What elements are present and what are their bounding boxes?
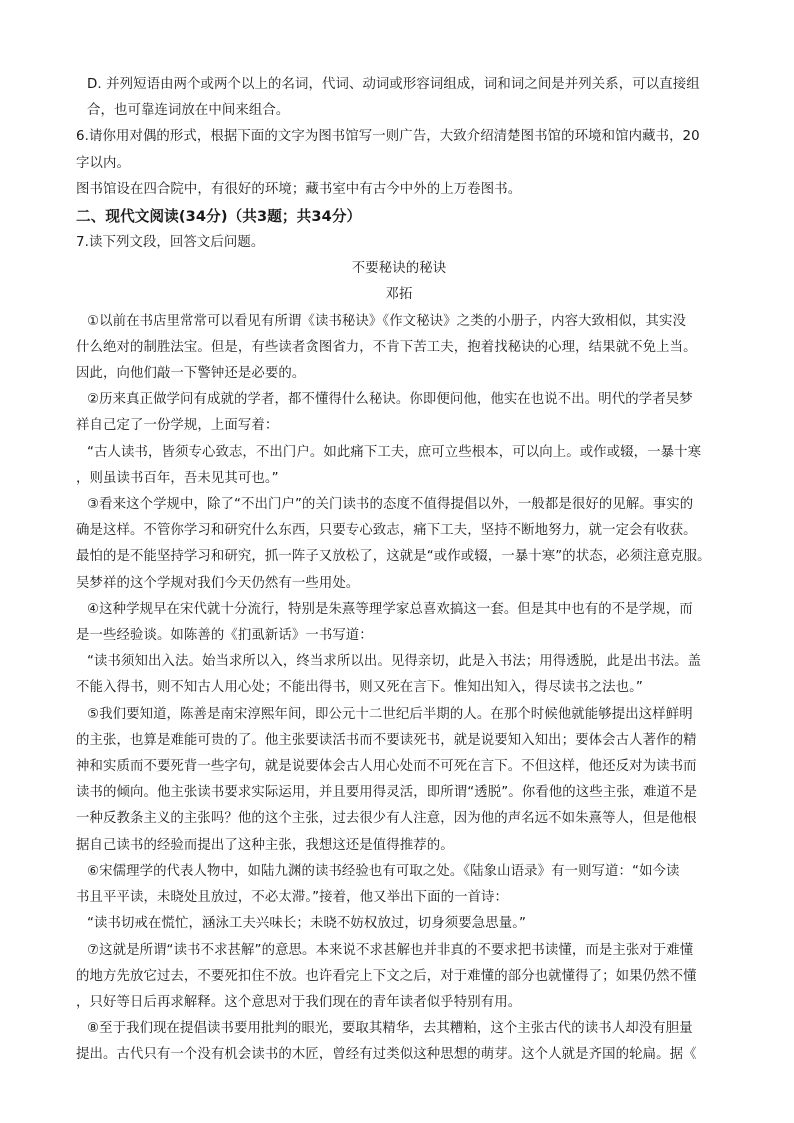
text-line: 字以内。 (76, 155, 130, 171)
text-line: 最怕的是不能坚持学习和研究，抓一阵子又放松了，这就是“或作或辍，一暴十寒”的状态，必须注意克服。 (76, 549, 711, 565)
text-line: 图书馆设在四合院中，有很好的环境；藏书室中有古今中外的上万卷图书。 (76, 181, 522, 197)
text-line: 吴梦祥的这个学规对我们今天仍然有一些用处。 (76, 575, 360, 591)
text-line: 6.请你用对偶的形式，根据下面的文字为图书馆写一则广告，大致介绍清楚图书馆的环境和馆内藏书，20 (76, 129, 700, 145)
text-line: 提出。古代只有一个没有机会读书的木匠，曾经有过类似这种思想的萌芽。这个人就是齐国的轮扁。据《 (76, 1047, 697, 1063)
article-title: 不要秘诀的秘诀 (351, 261, 447, 277)
text-line: ②历来真正做学问有成就的学者，都不懂得什么秘诀。你即便问他，他实在也说不出。明代的学者吴梦 (87, 392, 693, 408)
text-line: “读书切戒在慌忙，涵泳工夫兴味长；未晓不妨权放过，切身须要急思量。” (87, 916, 527, 932)
text-line: 神和实质而不要死背一些字句，就是说要体会古人用心处而不可死在言下。不但这样，他还反对为读书而 (76, 759, 697, 775)
text-line: 是一些经验谈。如陈善的《扪虱新话》一书写道： (76, 628, 373, 644)
text-line: 书且平平读，未晓处且放过，不必太滞。”接着，他又举出下面的一首诗： (76, 890, 509, 906)
text-line: D. 并列短语由两个或两个以上的名词，代词、动词或形容词组成，词和词之间是并列关系，可以直接组 (87, 77, 700, 92)
text-line: 读书的倾向。他主张读书要求实际运用，并且要用得灵活，即所谓“透脱”。你看他的这些主张，难道不是 (76, 785, 698, 801)
text-line: 据自己读书的经验而提出了这种主张，我想这还是值得推荐的。 (76, 837, 454, 853)
text-line: ，只好等日后再求解释。这个意思对于我们现在的青年读者似乎特别有用。 (76, 994, 522, 1010)
text-line: “古人读书，皆须专心致志，不出门户。如此痛下工夫，庶可立些根本，可以向上。或作或辍，一暴十寒 (87, 444, 702, 460)
text-line: 因此，向他们敲一下警钟还是必要的。 (76, 366, 306, 382)
text-line: ⑥宋儒理学的代表人物中，如陆九渊的读书经验也有可取之处。《陆象山语录》有一则写道：“如今读 (87, 863, 680, 879)
text-line: ④这种学规早在宋代就十分流行，特别是朱熹等理学家总喜欢搞这一套。但是其中也有的不是学规，而 (87, 601, 693, 617)
text-line: ⑦这就是所谓“读书不求甚解”的意思。本来说不求甚解也并非真的不要求把书读懂，而是主张对于难懂 (87, 942, 694, 958)
text-line: 不能入得书，则不知古人用心处；不能出得书，则又死在言下。惟知出知入，得尽读书之法也。” (76, 680, 643, 696)
text-line: 确是这样。不管你学习和研究什么东西，只要专心致志，痛下工夫，坚持不断地努力，就一定会有收获。 (76, 523, 697, 539)
text-line: ，则虽读书百年，吾未见其可也。” (76, 470, 279, 486)
section-heading: 二、现代文阅读(34分)（共3题；共34分） (76, 208, 362, 226)
text-line: 一种反教条主义的主张吗？他的这个主张，过去很少有人注意，因为他的声名远不如朱熹等人，但是他根 (76, 811, 697, 827)
text-line: 的地方先放它过去，不要死扣住不放。也许看完上下文之后，对于难懂的部分也就懂得了；如果仍然不懂 (76, 968, 697, 984)
text-line: ③看来这个学规中，除了“不出门户”的关门读书的态度不值得提倡以外，一般都是很好的见解。事实的 (87, 497, 694, 513)
text-line: 合，也可靠连词放在中间来组合。 (87, 103, 290, 119)
text-line: 什么绝对的制胜法宝。但是，有些读者贪图省力，不肯下苦工夫，抱着找秘诀的心理，结果就不免上当。 (76, 339, 697, 355)
text-line: 7.读下列文段，回答文后问题。 (76, 235, 265, 251)
article-title: 邓拓 (385, 287, 413, 303)
text-line: 祥自己定了一份学规，上面写着： (76, 418, 279, 434)
text-line: ①以前在书店里常常可以看见有所谓《读书秘诀》《作文秘诀》之类的小册子，内容大致相似，其实没 (87, 313, 686, 329)
text-line: 的主张，也算是难能可贵的了。他主张要读活书而不要读死书，就是说要知入知出；要体会古人著作的精 (76, 732, 697, 748)
text-line: ⑧至于我们现在提倡读书要用批判的眼光，要取其精华，去其糟粕，这个主张古代的读书人却没有胆量 (87, 1021, 693, 1037)
document-page (76, 72, 722, 1069)
text-line: ⑤我们要知道，陈善是南宋淳熙年间，即公元十二世纪后半期的人。在那个时候他就能够提出这样鲜明 (87, 706, 693, 722)
text-line: “读书须知出入法。始当求所以入，终当求所以出。见得亲切，此是入书法；用得透脱，此是出书法。盖 (87, 654, 702, 670)
